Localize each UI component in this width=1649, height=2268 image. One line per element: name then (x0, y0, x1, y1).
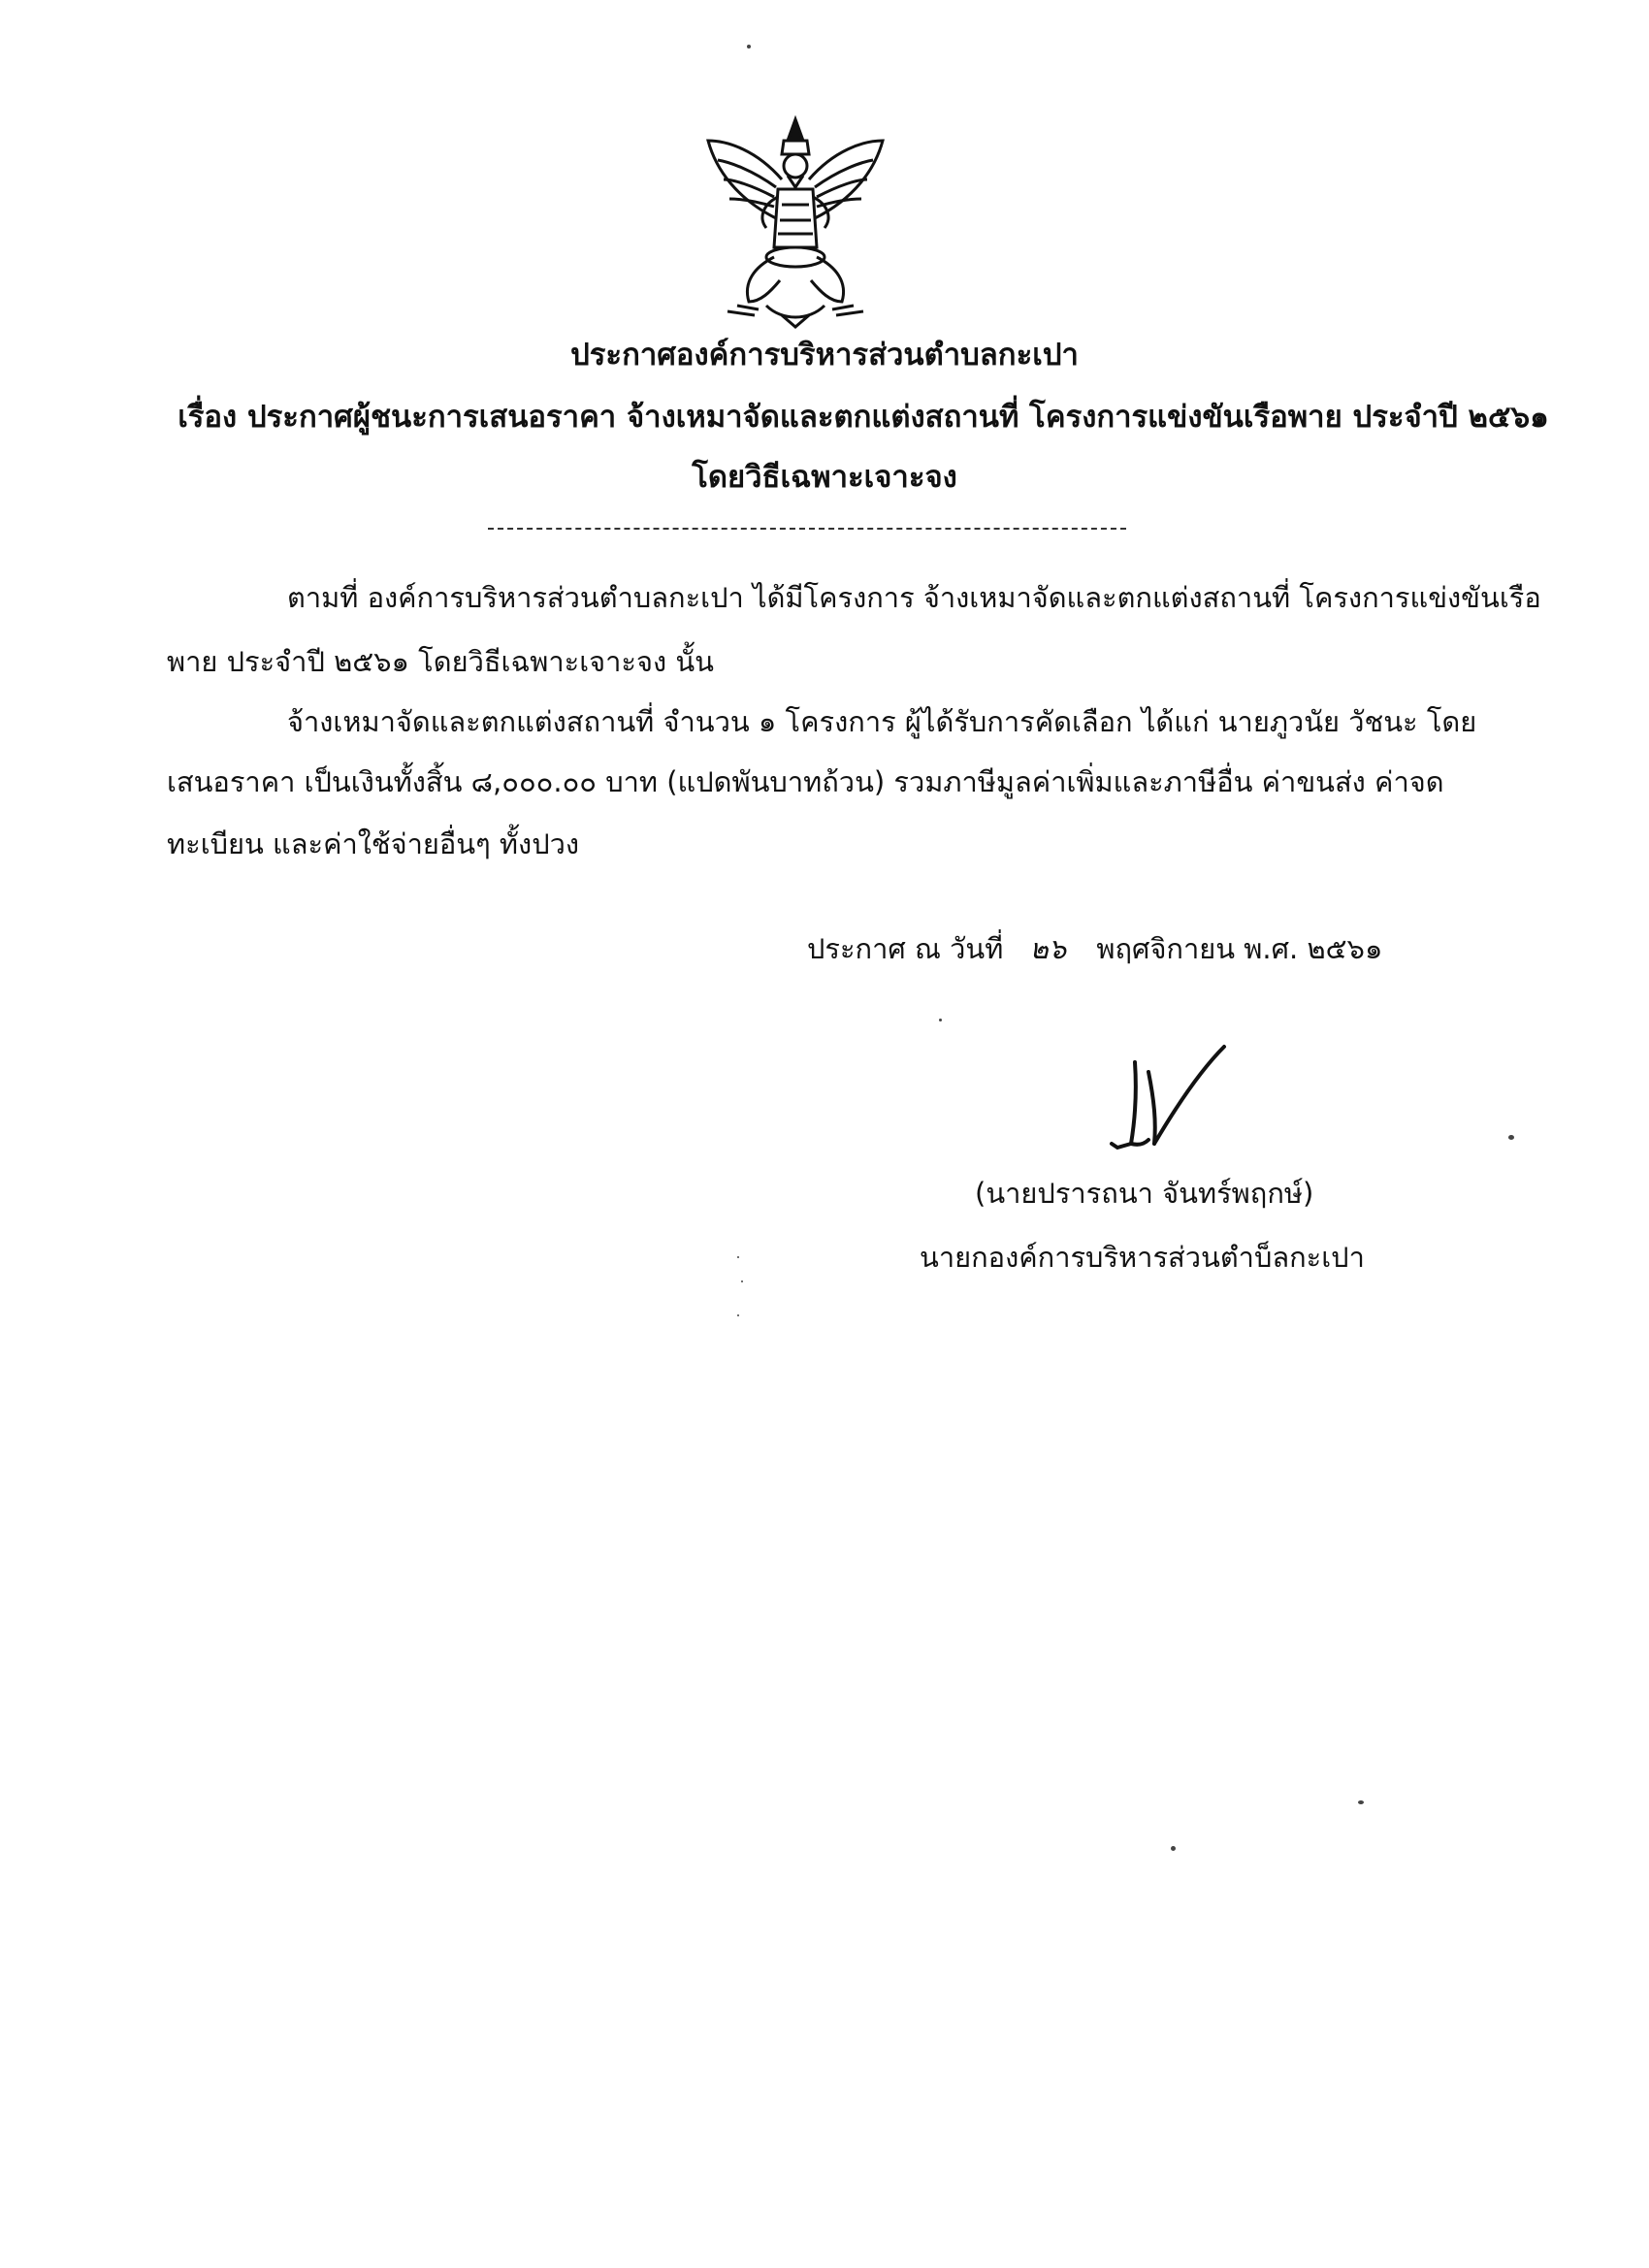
date-prefix: ประกาศ ณ วันที่ (807, 932, 1004, 965)
scan-speck (939, 1019, 942, 1021)
announcement-title: ประกาศองค์การบริหารส่วนตำบลกะเปา (570, 338, 1079, 373)
signatory-name: (นายปรารถนา จันทร์พฤกษ์) (975, 1177, 1314, 1210)
announcement-subject: เรื่อง ประกาศผู้ชนะการเสนอราคา จ้างเหมาจัดและตกแต่งสถานที่ โครงการแข่งขันเรือพาย ประจำปี ๒๕๖๑ (178, 400, 1549, 435)
signatory-position: นายกองค์การบริหารส่วนตำบ็ลกะเปา (920, 1241, 1365, 1274)
scan-speck (747, 45, 751, 49)
scan-speck (1171, 1846, 1176, 1851)
announcement-method: โดยวิธีเฉพาะเจาะจง (692, 460, 957, 495)
paragraph-2-line-2: เสนอราคา เป็นเงินทั้งสิ้น ๘,๐๐๐.๐๐ บาท (แปดพันบาทถ้วน) รวมภาษีมูลค่าเพิ่มและภาษีอื่น ค่าขนส่ง ค่าจด (167, 765, 1444, 798)
scan-speck (737, 1314, 739, 1316)
paragraph-2-line-1: จ้างเหมาจัดและตกแต่งสถานที่ จำนวน ๑ โครงการ ผู้ได้รับการคัดเลือก ได้แก่ นายภูวนัย วัชนะ โดย (287, 705, 1477, 738)
date-day-handwritten: ๒๖ (1029, 932, 1067, 965)
scan-speck (1508, 1135, 1514, 1140)
separator-line (488, 528, 1126, 530)
scan-speck (741, 1280, 743, 1282)
paragraph-1-line-1: ตามที่ องค์การบริหารส่วนตำบลกะเปา ได้มีโครงการ จ้างเหมาจัดและตกแต่งสถานที่ โครงการแข่งขันเรือ (287, 581, 1541, 614)
paragraph-1-line-2: พาย ประจำปี ๒๕๖๑ โดยวิธีเฉพาะเจาะจง นั้น (167, 645, 714, 678)
announcement-date (807, 929, 1382, 968)
paragraph-2-line-3: ทะเบียน และค่าใช้จ่ายอื่นๆ ทั้งปวง (167, 827, 580, 860)
date-month-year: พฤศจิกายน พ.ศ. ๒๕๖๑ (1096, 932, 1383, 965)
signature-icon (1106, 1043, 1232, 1154)
garuda-emblem-icon (698, 112, 892, 330)
scan-speck (737, 1256, 739, 1258)
scan-speck (1358, 1800, 1364, 1804)
